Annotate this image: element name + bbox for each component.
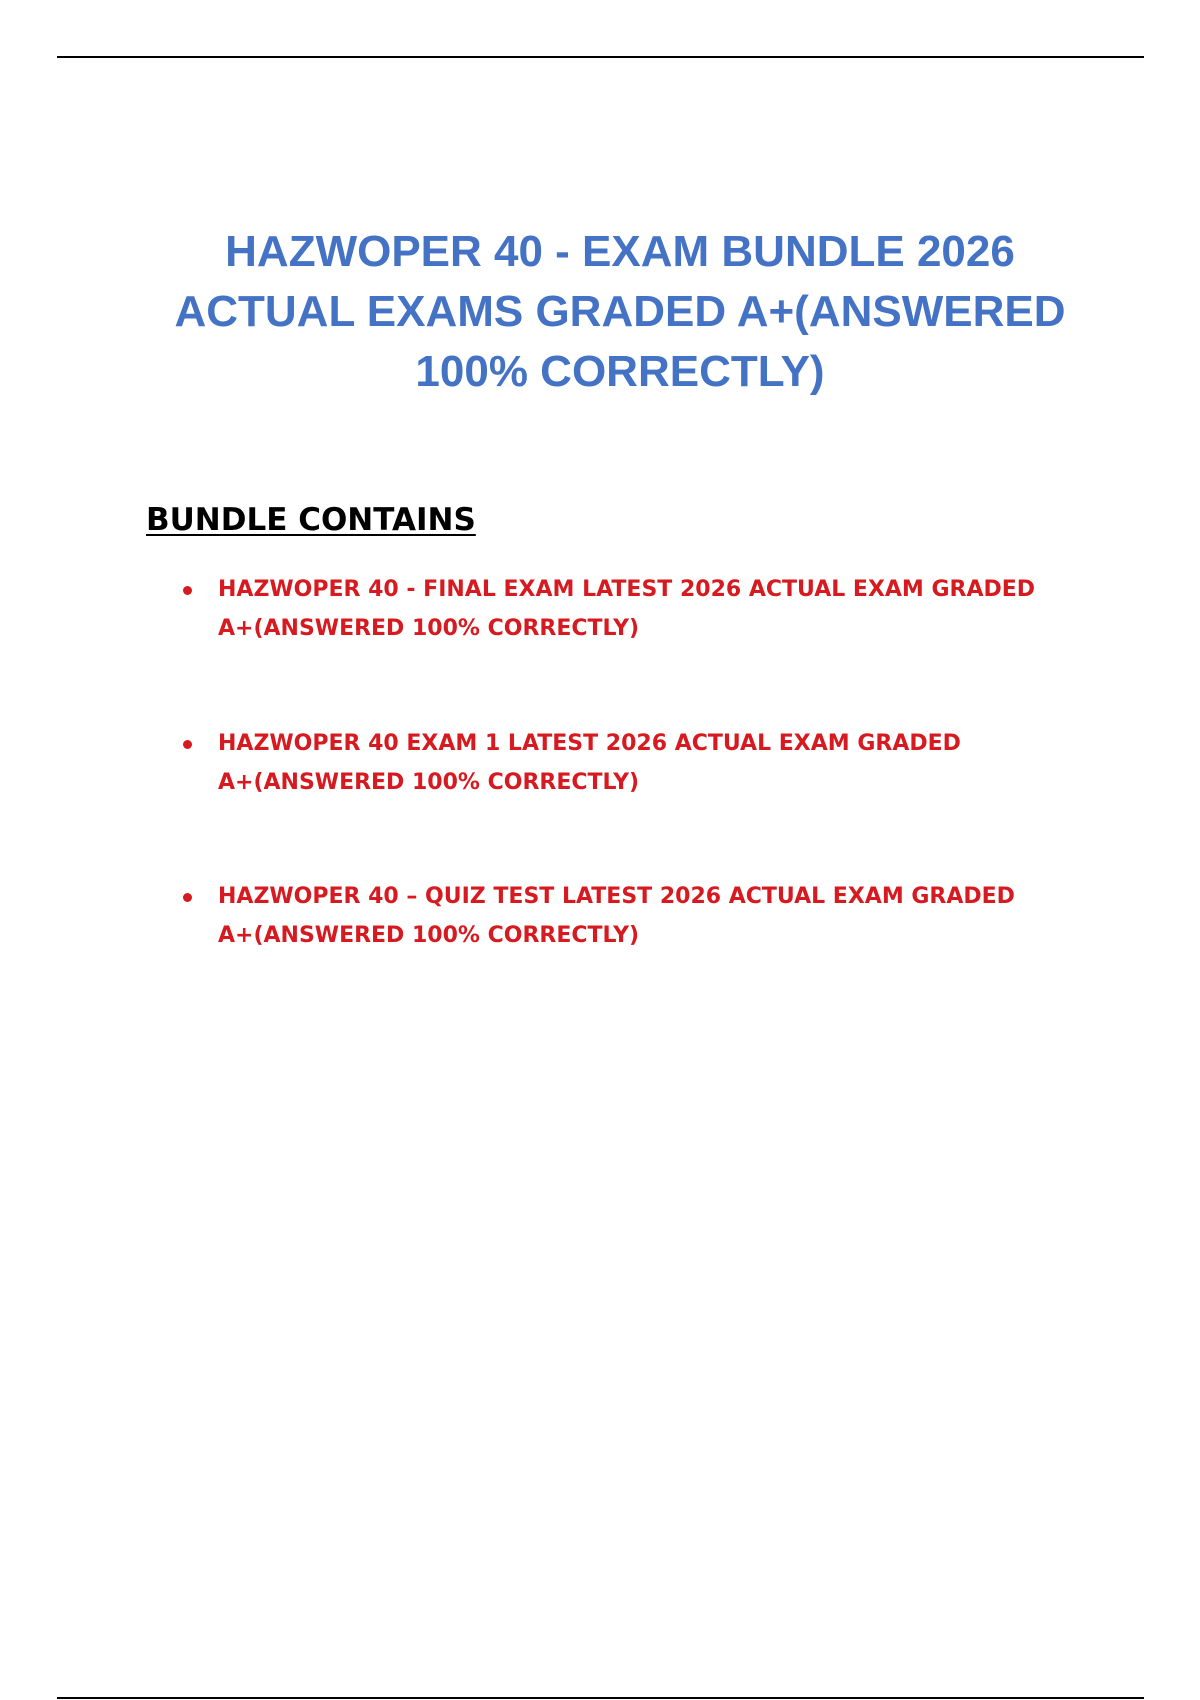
list-item-line: HAZWOPER 40 - FINAL EXAM LATEST 2026 ACTUAL EXAM GRADED (218, 577, 1036, 602)
title-line: HAZWOPER 40 - EXAM BUNDLE 2026 (225, 227, 1015, 276)
list-item-line: HAZWOPER 40 – QUIZ TEST LATEST 2026 ACTUAL EXAM GRADED (218, 884, 1015, 909)
list-item-line: A+(ANSWERED 100% CORRECTLY) (218, 923, 640, 948)
section-heading: BUNDLE CONTAINS (146, 502, 476, 538)
list-item-text (218, 877, 1038, 955)
list-item-line: A+(ANSWERED 100% CORRECTLY) (218, 616, 640, 641)
bullet-icon (183, 740, 192, 749)
title-line: ACTUAL EXAMS GRADED A+(ANSWERED (174, 287, 1066, 336)
list-item-text (218, 570, 1038, 648)
document-title (100, 222, 1140, 402)
list-item-text (218, 724, 1038, 802)
title-line: 100% CORRECTLY) (415, 347, 825, 396)
list-item-line: HAZWOPER 40 EXAM 1 LATEST 2026 ACTUAL EXAM GRADED (218, 731, 961, 756)
top-rule (57, 56, 1144, 58)
bottom-rule (57, 1697, 1144, 1699)
bullet-icon (183, 893, 192, 902)
bullet-icon (183, 586, 192, 595)
list-item-line: A+(ANSWERED 100% CORRECTLY) (218, 770, 640, 795)
